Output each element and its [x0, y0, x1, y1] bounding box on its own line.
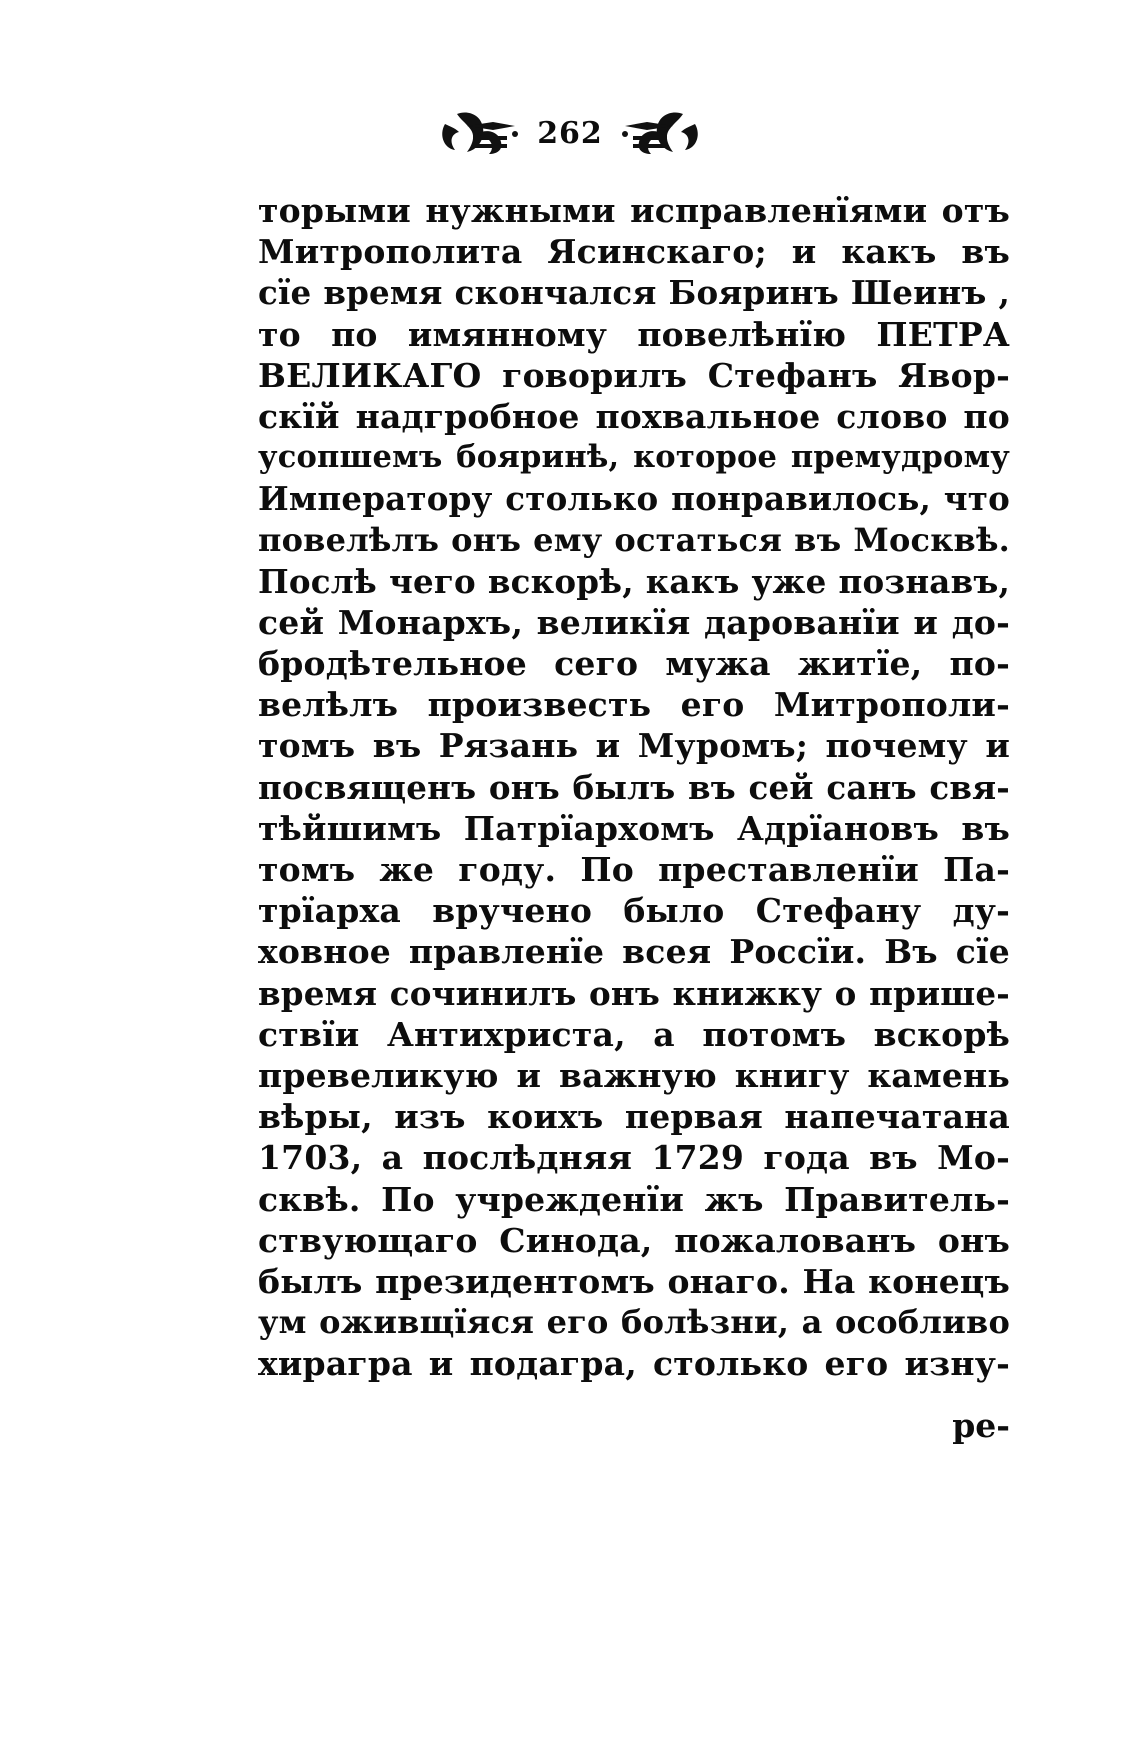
text-line: томъ въ Рязань и Муромъ; почему и — [258, 726, 1010, 766]
text-line: сей Монархъ, великїя дарованїи и до- — [258, 602, 1010, 642]
text-line: трїарха вручено было Стефану ду- — [258, 891, 1010, 931]
text-line: ВЕЛИКАГО говорилъ Стефанъ Явор- — [258, 355, 1010, 395]
text-line: тѣйшимъ Патрїархомъ Адрїановъ въ — [258, 808, 1010, 848]
text-line: Императору столько понравилось, что — [258, 479, 1010, 519]
text-line: ствующаго Синода, пожалованъ онъ — [258, 1220, 1010, 1260]
text-line: то по имянному повелѣнїю ПЕТРА — [258, 314, 1010, 354]
text-line: повелѣлъ онъ ему остаться въ Москвѣ. — [258, 520, 1010, 559]
text-line: былъ президентомъ онаго. На конецъ — [258, 1261, 1010, 1301]
text-line: торыми нужными исправленїями отъ — [258, 191, 1010, 230]
text-line: время сочинилъ онъ книжку о прише- — [258, 973, 1010, 1013]
text-line: ствїи Антихриста, а потомъ вскорѣ — [258, 1014, 1010, 1054]
text-line: томъ же году. По преставленїи Па- — [258, 850, 1010, 889]
text-line: Митрополита Ясинскаго; и какъ въ — [258, 232, 1010, 272]
fleuron-right-icon — [617, 106, 703, 158]
text-line: превеликую и важную книгу камень — [258, 1055, 1010, 1095]
text-line: велѣлъ произвесть его Митрополи- — [258, 685, 1010, 725]
text-line: 1703, а послѣдняя 1729 года въ Мо- — [258, 1138, 1010, 1178]
text-line: скїй надгробное похвальное слово по — [258, 396, 1010, 436]
text-line: вѣры, изъ коихъ первая напечатана — [258, 1097, 1010, 1137]
text-line: бродѣтельное сего мужа житїе, по- — [258, 644, 1010, 684]
text-line: ум оживщїяся его болѣзни, а особливо — [258, 1303, 1010, 1342]
text-line: хирагра и подагра, столько его изну- — [258, 1344, 1010, 1384]
catchword: ре- — [952, 1406, 1010, 1445]
text-line: посвященъ онъ былъ въ сей санъ свя- — [258, 767, 1010, 807]
text-line: ховное правленїе всея Россїи. Въ сїе — [258, 932, 1010, 972]
text-line: сквѣ. По учрежденїи жъ Правитель- — [258, 1179, 1010, 1219]
text-line: сїе время скончался Бояринъ Шеинъ , — [258, 273, 1010, 313]
page-header — [0, 102, 1140, 162]
text-line: Послѣ чего вскорѣ, какъ уже познавъ, — [258, 561, 1010, 601]
fleuron-left-icon — [437, 106, 523, 158]
page-number: 262 — [537, 116, 603, 151]
text-line: усопшемъ бояринѣ, которое премудрому — [258, 439, 1010, 476]
body-text — [258, 190, 1010, 1384]
